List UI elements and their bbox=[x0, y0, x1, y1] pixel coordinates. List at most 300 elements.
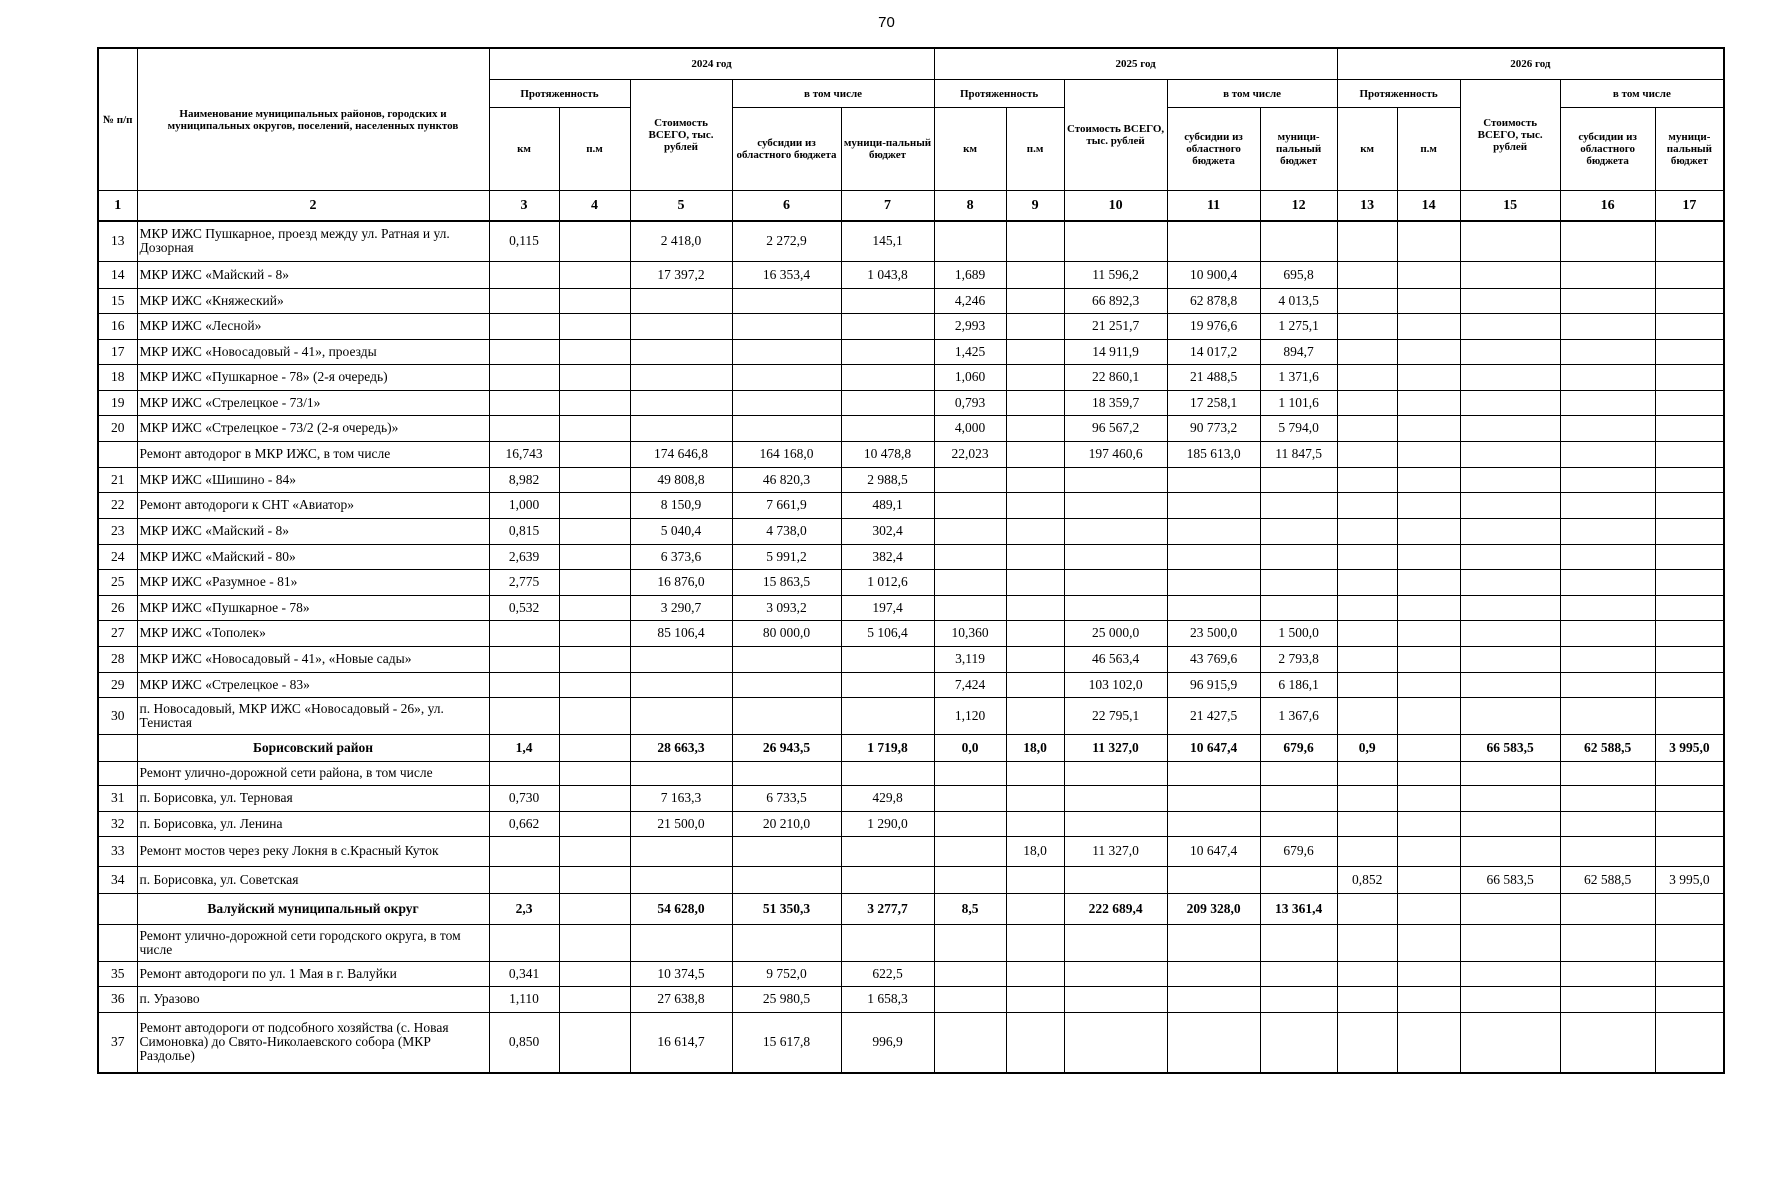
cell-value bbox=[732, 836, 841, 866]
cell-value: 62 588,5 bbox=[1560, 734, 1655, 761]
column-number: 12 bbox=[1260, 191, 1337, 222]
cell-value bbox=[934, 1012, 1006, 1073]
cell-value bbox=[559, 672, 630, 697]
cell-value bbox=[1397, 595, 1460, 620]
cell-value bbox=[1397, 390, 1460, 415]
cell-value: 16,743 bbox=[489, 441, 559, 467]
row-number: 28 bbox=[98, 646, 137, 672]
cell-value: 1 012,6 bbox=[841, 569, 934, 595]
header-subsidy-2025: субсидии из областного бюджета bbox=[1167, 108, 1260, 191]
cell-value: 66 583,5 bbox=[1460, 866, 1560, 893]
cell-value bbox=[630, 836, 732, 866]
header-cost-2026: Стоимость ВСЕГО, тыс. рублей bbox=[1460, 80, 1560, 191]
cell-value bbox=[1560, 620, 1655, 646]
column-number: 11 bbox=[1167, 191, 1260, 222]
cell-value bbox=[489, 646, 559, 672]
cell-value: 1 371,6 bbox=[1260, 364, 1337, 390]
cell-value: 174 646,8 bbox=[630, 441, 732, 467]
row-number: 27 bbox=[98, 620, 137, 646]
cell-value bbox=[1260, 761, 1337, 785]
cell-value bbox=[1260, 544, 1337, 569]
cell-value bbox=[630, 313, 732, 339]
cell-value: 4 738,0 bbox=[732, 518, 841, 544]
cell-value: 9 752,0 bbox=[732, 961, 841, 986]
cell-value bbox=[1655, 467, 1724, 492]
cell-value bbox=[1655, 697, 1724, 734]
cell-value bbox=[732, 390, 841, 415]
cell-value bbox=[1655, 390, 1724, 415]
cell-value bbox=[1460, 492, 1560, 518]
cell-value bbox=[1655, 569, 1724, 595]
cell-value bbox=[630, 697, 732, 734]
table-row bbox=[98, 697, 1724, 734]
cell-value bbox=[1064, 924, 1167, 961]
row-name: Ремонт мостов через реку Локня в с.Красный Куток bbox=[137, 836, 489, 866]
row-number bbox=[98, 761, 137, 785]
cell-value bbox=[1560, 221, 1655, 261]
cell-value bbox=[841, 364, 934, 390]
table-row bbox=[98, 492, 1724, 518]
cell-value bbox=[1006, 518, 1064, 544]
cell-value: 1,000 bbox=[489, 492, 559, 518]
cell-value bbox=[1337, 836, 1397, 866]
column-number: 10 bbox=[1064, 191, 1167, 222]
table-row bbox=[98, 595, 1724, 620]
cell-value: 8,5 bbox=[934, 893, 1006, 924]
cell-value bbox=[1460, 811, 1560, 836]
cell-value bbox=[732, 924, 841, 961]
header-including-2024: в том числе bbox=[732, 80, 934, 108]
table-row bbox=[98, 415, 1724, 441]
row-number: 31 bbox=[98, 785, 137, 811]
cell-value bbox=[1655, 961, 1724, 986]
cell-value bbox=[559, 569, 630, 595]
cell-value: 96 915,9 bbox=[1167, 672, 1260, 697]
cell-value bbox=[1560, 467, 1655, 492]
cell-value bbox=[1064, 986, 1167, 1012]
cell-value bbox=[1560, 313, 1655, 339]
row-number: 33 bbox=[98, 836, 137, 866]
header-municipal-2026: муници-пальный бюджет bbox=[1655, 108, 1724, 191]
cell-value bbox=[1064, 785, 1167, 811]
cell-value bbox=[1006, 986, 1064, 1012]
cell-value bbox=[559, 390, 630, 415]
cell-value bbox=[1460, 924, 1560, 961]
cell-value: 1 290,0 bbox=[841, 811, 934, 836]
cell-value bbox=[1655, 544, 1724, 569]
column-number: 15 bbox=[1460, 191, 1560, 222]
cell-value bbox=[1460, 364, 1560, 390]
cell-value: 7,424 bbox=[934, 672, 1006, 697]
cell-value bbox=[1260, 595, 1337, 620]
cell-value bbox=[1655, 518, 1724, 544]
column-number: 6 bbox=[732, 191, 841, 222]
cell-value bbox=[489, 261, 559, 288]
cell-value bbox=[934, 569, 1006, 595]
header-cost-2025: Стоимость ВСЕГО, тыс. рублей bbox=[1064, 80, 1167, 191]
cell-value bbox=[1460, 785, 1560, 811]
cell-value: 145,1 bbox=[841, 221, 934, 261]
cell-value bbox=[1337, 620, 1397, 646]
cell-value: 14 911,9 bbox=[1064, 339, 1167, 364]
cell-value bbox=[630, 339, 732, 364]
cell-value: 894,7 bbox=[1260, 339, 1337, 364]
cell-value bbox=[1560, 1012, 1655, 1073]
column-number: 9 bbox=[1006, 191, 1064, 222]
cell-value: 0,0 bbox=[934, 734, 1006, 761]
cell-value bbox=[1460, 672, 1560, 697]
cell-value bbox=[1560, 390, 1655, 415]
cell-value bbox=[489, 836, 559, 866]
header-km-2025: км bbox=[934, 108, 1006, 191]
header-cost-2024: Стоимость ВСЕГО, тыс. рублей bbox=[630, 80, 732, 191]
cell-value: 11 596,2 bbox=[1064, 261, 1167, 288]
cell-value: 2 418,0 bbox=[630, 221, 732, 261]
cell-value bbox=[1655, 595, 1724, 620]
row-number: 26 bbox=[98, 595, 137, 620]
cell-value bbox=[1167, 1012, 1260, 1073]
cell-value bbox=[1167, 221, 1260, 261]
column-number: 17 bbox=[1655, 191, 1724, 222]
cell-value bbox=[934, 761, 1006, 785]
cell-value bbox=[732, 415, 841, 441]
cell-value bbox=[1397, 492, 1460, 518]
cell-value bbox=[732, 646, 841, 672]
cell-value bbox=[1560, 492, 1655, 518]
cell-value bbox=[1260, 961, 1337, 986]
cell-value bbox=[1460, 569, 1560, 595]
cell-value bbox=[489, 415, 559, 441]
cell-value bbox=[1655, 288, 1724, 313]
cell-value bbox=[1460, 697, 1560, 734]
cell-value bbox=[934, 544, 1006, 569]
cell-value bbox=[934, 986, 1006, 1012]
cell-value bbox=[1006, 415, 1064, 441]
cell-value bbox=[1260, 518, 1337, 544]
page-number: 70 bbox=[878, 14, 895, 31]
cell-value bbox=[630, 866, 732, 893]
cell-value bbox=[934, 836, 1006, 866]
cell-value bbox=[559, 492, 630, 518]
cell-value: 1 275,1 bbox=[1260, 313, 1337, 339]
cell-value bbox=[841, 313, 934, 339]
cell-value bbox=[1337, 569, 1397, 595]
cell-value: 185 613,0 bbox=[1167, 441, 1260, 467]
cell-value: 6 186,1 bbox=[1260, 672, 1337, 697]
row-number bbox=[98, 441, 137, 467]
cell-value: 26 943,5 bbox=[732, 734, 841, 761]
cell-value: 3 995,0 bbox=[1655, 734, 1724, 761]
row-number: 20 bbox=[98, 415, 137, 441]
cell-value bbox=[559, 1012, 630, 1073]
cell-value bbox=[1337, 986, 1397, 1012]
table-row bbox=[98, 646, 1724, 672]
cell-value: 54 628,0 bbox=[630, 893, 732, 924]
table-row bbox=[98, 441, 1724, 467]
cell-value: 8,982 bbox=[489, 467, 559, 492]
cell-value: 3,119 bbox=[934, 646, 1006, 672]
cell-value bbox=[1006, 544, 1064, 569]
table-row bbox=[98, 866, 1724, 893]
row-number: 34 bbox=[98, 866, 137, 893]
cell-value bbox=[1337, 261, 1397, 288]
cell-value bbox=[1655, 364, 1724, 390]
cell-value bbox=[1260, 1012, 1337, 1073]
cell-value bbox=[1337, 415, 1397, 441]
row-number: 15 bbox=[98, 288, 137, 313]
table-row bbox=[98, 785, 1724, 811]
cell-value bbox=[732, 761, 841, 785]
row-number: 18 bbox=[98, 364, 137, 390]
cell-value bbox=[559, 415, 630, 441]
table-row bbox=[98, 924, 1724, 961]
row-name: п. Борисовка, ул. Ленина bbox=[137, 811, 489, 836]
cell-value bbox=[1006, 811, 1064, 836]
cell-value: 0,850 bbox=[489, 1012, 559, 1073]
cell-value bbox=[1337, 1012, 1397, 1073]
cell-value: 382,4 bbox=[841, 544, 934, 569]
cell-value bbox=[1006, 569, 1064, 595]
cell-value bbox=[934, 924, 1006, 961]
cell-value bbox=[1655, 1012, 1724, 1073]
cell-value: 197 460,6 bbox=[1064, 441, 1167, 467]
cell-value bbox=[1560, 811, 1655, 836]
table-row bbox=[98, 961, 1724, 986]
cell-value bbox=[1397, 620, 1460, 646]
cell-value bbox=[559, 518, 630, 544]
cell-value bbox=[489, 390, 559, 415]
cell-value: 22 860,1 bbox=[1064, 364, 1167, 390]
cell-value bbox=[1397, 986, 1460, 1012]
header-year-2025: 2025 год bbox=[934, 48, 1337, 80]
cell-value: 0,852 bbox=[1337, 866, 1397, 893]
cell-value bbox=[1397, 646, 1460, 672]
cell-value bbox=[1655, 761, 1724, 785]
cell-value bbox=[841, 390, 934, 415]
cell-value bbox=[1460, 288, 1560, 313]
column-number: 5 bbox=[630, 191, 732, 222]
cell-value bbox=[1655, 836, 1724, 866]
cell-value bbox=[1167, 924, 1260, 961]
cell-value: 15 617,8 bbox=[732, 1012, 841, 1073]
cell-value: 27 638,8 bbox=[630, 986, 732, 1012]
header-pm-2024: п.м bbox=[559, 108, 630, 191]
cell-value: 3 093,2 bbox=[732, 595, 841, 620]
cell-value: 1 367,6 bbox=[1260, 697, 1337, 734]
cell-value bbox=[630, 761, 732, 785]
cell-value: 25 000,0 bbox=[1064, 620, 1167, 646]
table-row bbox=[98, 221, 1724, 261]
cell-value bbox=[1460, 221, 1560, 261]
cell-value: 21 488,5 bbox=[1167, 364, 1260, 390]
cell-value: 7 163,3 bbox=[630, 785, 732, 811]
cell-value bbox=[934, 221, 1006, 261]
cell-value bbox=[1167, 569, 1260, 595]
cell-value: 18,0 bbox=[1006, 734, 1064, 761]
header-pm-2026: п.м bbox=[1397, 108, 1460, 191]
cell-value bbox=[1397, 467, 1460, 492]
cell-value bbox=[559, 544, 630, 569]
table-row bbox=[98, 672, 1724, 697]
cell-value: 10,360 bbox=[934, 620, 1006, 646]
cell-value bbox=[1397, 672, 1460, 697]
cell-value: 6 373,6 bbox=[630, 544, 732, 569]
cell-value bbox=[934, 492, 1006, 518]
row-name: МКР ИЖС «Шишино - 84» bbox=[137, 467, 489, 492]
cell-value: 996,9 bbox=[841, 1012, 934, 1073]
cell-value: 1 658,3 bbox=[841, 986, 934, 1012]
cell-value bbox=[1260, 866, 1337, 893]
cell-value bbox=[1560, 785, 1655, 811]
cell-value bbox=[1655, 313, 1724, 339]
district-total-row bbox=[98, 893, 1724, 924]
cell-value bbox=[1167, 544, 1260, 569]
cell-value bbox=[1655, 221, 1724, 261]
table-row bbox=[98, 1012, 1724, 1073]
row-number bbox=[98, 734, 137, 761]
cell-value: 18 359,7 bbox=[1064, 390, 1167, 415]
cell-value bbox=[1560, 646, 1655, 672]
cell-value bbox=[841, 288, 934, 313]
cell-value: 46 563,4 bbox=[1064, 646, 1167, 672]
row-name: Ремонт улично-дорожной сети городского округа, в том числе bbox=[137, 924, 489, 961]
cell-value: 5 991,2 bbox=[732, 544, 841, 569]
cell-value bbox=[841, 924, 934, 961]
cell-value: 2,3 bbox=[489, 893, 559, 924]
cell-value: 0,793 bbox=[934, 390, 1006, 415]
cell-value: 21 500,0 bbox=[630, 811, 732, 836]
cell-value bbox=[1167, 761, 1260, 785]
cell-value: 10 900,4 bbox=[1167, 261, 1260, 288]
cell-value bbox=[1006, 961, 1064, 986]
cell-value bbox=[1167, 785, 1260, 811]
cell-value bbox=[1337, 390, 1397, 415]
header-municipal-2024: муници-пальный бюджет bbox=[841, 108, 934, 191]
row-name: МКР ИЖС «Майский - 8» bbox=[137, 261, 489, 288]
cell-value: 209 328,0 bbox=[1167, 893, 1260, 924]
cell-value bbox=[1560, 893, 1655, 924]
cell-value bbox=[559, 364, 630, 390]
cell-value: 3 995,0 bbox=[1655, 866, 1724, 893]
row-name: МКР ИЖС «Стрелецкое - 73/2 (2-я очередь)» bbox=[137, 415, 489, 441]
column-number: 7 bbox=[841, 191, 934, 222]
cell-value: 15 863,5 bbox=[732, 569, 841, 595]
cell-value: 679,6 bbox=[1260, 734, 1337, 761]
cell-value bbox=[1460, 518, 1560, 544]
data-table bbox=[97, 47, 1725, 1074]
cell-value bbox=[1167, 518, 1260, 544]
cell-value: 1,120 bbox=[934, 697, 1006, 734]
cell-value bbox=[1337, 364, 1397, 390]
cell-value: 0,532 bbox=[489, 595, 559, 620]
row-number: 36 bbox=[98, 986, 137, 1012]
column-number: 13 bbox=[1337, 191, 1397, 222]
cell-value bbox=[489, 288, 559, 313]
cell-value bbox=[630, 288, 732, 313]
row-name: МКР ИЖС «Пушкарное - 78» (2-я очередь) bbox=[137, 364, 489, 390]
table-row bbox=[98, 288, 1724, 313]
cell-value bbox=[1397, 893, 1460, 924]
cell-value: 679,6 bbox=[1260, 836, 1337, 866]
cell-value: 2,775 bbox=[489, 569, 559, 595]
cell-value bbox=[934, 961, 1006, 986]
cell-value bbox=[559, 620, 630, 646]
cell-value: 10 478,8 bbox=[841, 441, 934, 467]
cell-value bbox=[934, 467, 1006, 492]
header-year-2026: 2026 год bbox=[1337, 48, 1724, 80]
cell-value: 19 976,6 bbox=[1167, 313, 1260, 339]
cell-value bbox=[841, 415, 934, 441]
cell-value bbox=[1460, 836, 1560, 866]
cell-value bbox=[1460, 1012, 1560, 1073]
cell-value bbox=[1560, 924, 1655, 961]
row-number: 32 bbox=[98, 811, 137, 836]
cell-value: 1 719,8 bbox=[841, 734, 934, 761]
cell-value: 302,4 bbox=[841, 518, 934, 544]
cell-value: 4 013,5 bbox=[1260, 288, 1337, 313]
cell-value bbox=[1560, 697, 1655, 734]
cell-value: 2 988,5 bbox=[841, 467, 934, 492]
cell-value bbox=[841, 836, 934, 866]
header-including-2025: в том числе bbox=[1167, 80, 1337, 108]
cell-value: 11 847,5 bbox=[1260, 441, 1337, 467]
cell-value bbox=[1460, 986, 1560, 1012]
cell-value: 21 427,5 bbox=[1167, 697, 1260, 734]
cell-value: 489,1 bbox=[841, 492, 934, 518]
cell-value: 0,115 bbox=[489, 221, 559, 261]
cell-value: 5 040,4 bbox=[630, 518, 732, 544]
cell-value bbox=[732, 697, 841, 734]
table-body bbox=[98, 221, 1724, 1073]
cell-value bbox=[559, 467, 630, 492]
cell-value bbox=[1655, 672, 1724, 697]
row-number: 29 bbox=[98, 672, 137, 697]
row-name: МКР ИЖС «Стрелецкое - 83» bbox=[137, 672, 489, 697]
cell-value: 11 327,0 bbox=[1064, 734, 1167, 761]
cell-value bbox=[489, 761, 559, 785]
cell-value bbox=[1337, 697, 1397, 734]
cell-value bbox=[934, 785, 1006, 811]
table-header bbox=[98, 48, 1724, 221]
cell-value bbox=[732, 364, 841, 390]
cell-value bbox=[732, 313, 841, 339]
cell-value: 43 769,6 bbox=[1167, 646, 1260, 672]
cell-value bbox=[1064, 961, 1167, 986]
cell-value: 22,023 bbox=[934, 441, 1006, 467]
header-length-2026: Протяженность bbox=[1337, 80, 1460, 108]
row-name: Ремонт автодороги к СНТ «Авиатор» bbox=[137, 492, 489, 518]
cell-value bbox=[559, 221, 630, 261]
cell-value bbox=[630, 672, 732, 697]
cell-value bbox=[1397, 339, 1460, 364]
row-number: 37 bbox=[98, 1012, 137, 1073]
cell-value: 62 588,5 bbox=[1560, 866, 1655, 893]
cell-value: 197,4 bbox=[841, 595, 934, 620]
cell-value bbox=[1006, 492, 1064, 518]
cell-value bbox=[1397, 734, 1460, 761]
cell-value: 14 017,2 bbox=[1167, 339, 1260, 364]
cell-value: 2,993 bbox=[934, 313, 1006, 339]
cell-value bbox=[1655, 441, 1724, 467]
cell-value bbox=[1560, 986, 1655, 1012]
cell-value bbox=[1655, 785, 1724, 811]
cell-value: 429,8 bbox=[841, 785, 934, 811]
cell-value: 622,5 bbox=[841, 961, 934, 986]
row-name: МКР ИЖС «Княжеский» bbox=[137, 288, 489, 313]
row-name: МКР ИЖС «Пушкарное - 78» bbox=[137, 595, 489, 620]
cell-value bbox=[1006, 261, 1064, 288]
cell-value: 1 500,0 bbox=[1260, 620, 1337, 646]
